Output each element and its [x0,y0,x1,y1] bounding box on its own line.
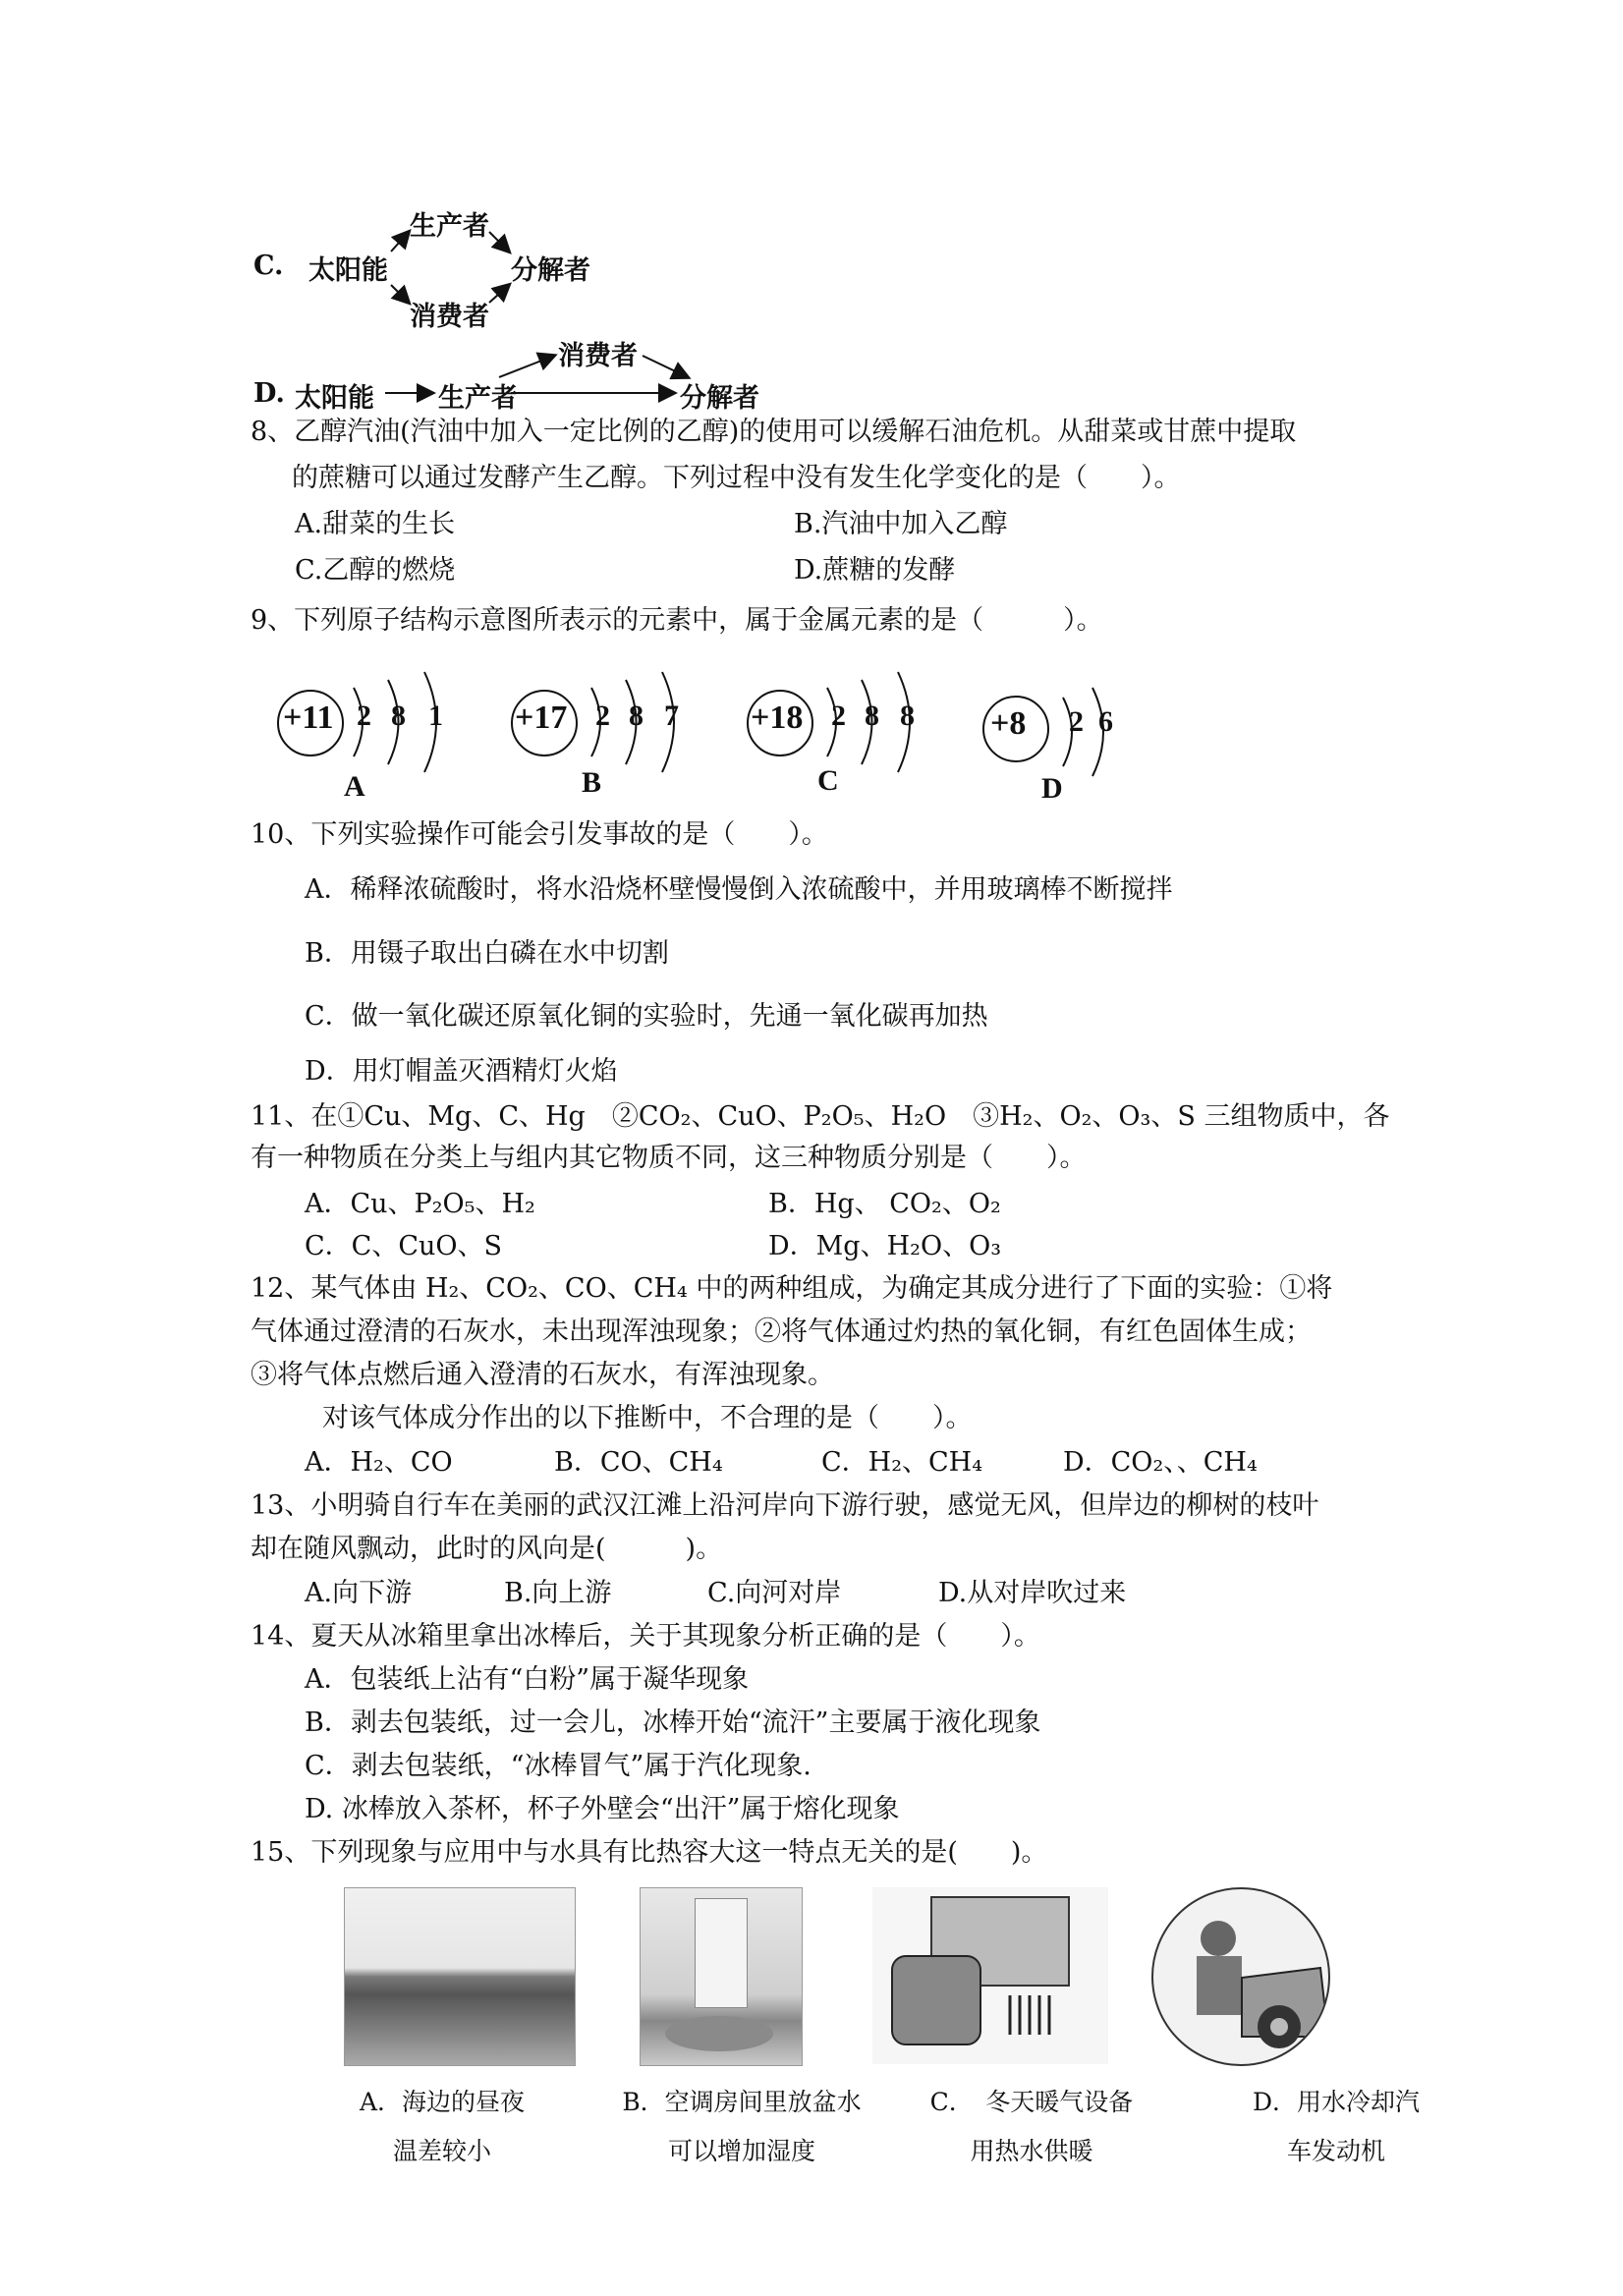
q10-option-c: C．做一氧化碳还原氧化铜的实验时，先通一氧化碳再加热 [305,1001,988,1032]
atom-c-shell-1: 2 [831,700,846,732]
q8-option-a: A.甜菜的生长 [295,509,456,539]
q11-line1: 11、在①Cu、Mg、C、Hg ②CO₂、CuO、P₂O₅、H₂O ③H₂、O₂、O₃、S 三组物质中，各 [251,1101,1390,1132]
q15-caption-c-line2: 用热水供暖 [970,2137,1093,2165]
diagram-d-label: D. [253,378,285,409]
q11-line2: 有一种物质在分类上与组内其它物质不同，这三种物质分别是（ ）。 [251,1143,1087,1173]
q12-option-b: B．CO、CH₄ [554,1447,723,1478]
q13-line1: 13、小明骑自行车在美丽的武汉江滩上沿河岸向下游行驶，感觉无风，但岸边的柳树的枝叶 [251,1490,1319,1521]
diagram-d-arrows [0,0,884,422]
atom-b-shells [582,668,700,776]
q13-line2: 却在随风飘动，此时的风向是( )。 [251,1534,723,1564]
atom-d-shell-1: 2 [1069,705,1084,738]
atom-a-shell-2: 8 [391,700,406,732]
atom-b-label: B [582,766,602,799]
diagram-c-top: 生产者 [410,211,489,242]
q15-caption-a-line2: 温差较小 [392,2137,491,2165]
atom-b-shell-3: 7 [664,700,679,732]
q10-option-d: D．用灯帽盖灭酒精灯火焰 [305,1056,618,1087]
q10-option-b: B．用镊子取出白磷在水中切割 [305,938,669,969]
q8-option-c: C.乙醇的燃烧 [295,555,456,586]
atom-d-shell-2: 6 [1098,705,1113,738]
atom-d-shells [1053,678,1132,786]
q13-option-c: C.向河对岸 [707,1578,842,1608]
q13-option-d: D.从对岸吹过来 [938,1578,1127,1608]
q10-option-a: A．稀释浓硫酸时，将水沿烧杯壁慢慢倒入浓硫酸中，并用玻璃棒不断搅拌 [305,874,1173,905]
diagram-d-top: 消费者 [558,341,638,371]
q15-caption-b-line1: B．空调房间里放盆水 [622,2088,862,2116]
q12-option-a: A．H₂、CO [305,1447,453,1478]
q13-option-b: B.向上游 [504,1578,612,1608]
radiator-illustration [872,1887,1108,2064]
atom-c-nucleus: +18 [751,700,804,736]
air-conditioner-unit [695,1898,748,2008]
q12-line1: 12、某气体由 H₂、CO₂、CO、CH₄ 中的两种组成，为确定其成分进行了下面的实验：①将 [251,1273,1333,1304]
diagram-c-label: C. [253,251,284,281]
atom-c-label: C [817,764,839,797]
atom-a-shell-1: 2 [357,700,371,732]
car-engine-illustration [1151,1887,1330,2066]
q14-option-c: C．剥去包装纸，“冰棒冒气”属于汽化现象. [305,1751,812,1781]
atom-c-shell-2: 8 [865,700,879,732]
q13-option-a: A.向下游 [305,1578,413,1608]
q15-caption-a-line1: A．海边的昼夜 [359,2088,526,2116]
q12-option-d: D．CO₂、、CH₄ [1063,1447,1258,1478]
q14-option-b: B．剥去包装纸，过一会儿，冰棒开始“流汗”主要属于液化现象 [305,1708,1041,1738]
atom-a-shell-3: 1 [428,700,443,732]
air-conditioner-photo [640,1887,803,2066]
diagram-c-source: 太阳能 [308,255,388,286]
q12-line3: ③将气体点燃后通入澄清的石灰水，有浑浊现象。 [251,1360,834,1390]
atom-a-label: A [344,770,365,803]
q11-option-d: D．Mg、H₂O、O₃ [768,1231,1002,1261]
atom-d-label: D [1041,772,1063,805]
q8-line2: 的蔗糖可以通过发酵产生乙醇。下列过程中没有发生化学变化的是（ ）。 [292,463,1181,493]
q8-option-b: B.汽油中加入乙醇 [794,509,1008,539]
atom-b-shell-1: 2 [595,700,610,732]
q15-caption-d-line2: 车发动机 [1286,2137,1385,2165]
diagram-c-bottom: 消费者 [410,302,489,332]
atom-c-shell-3: 8 [900,700,915,732]
diagram-d-right: 分解者 [680,383,759,414]
atom-c-shells [817,668,935,776]
diagram-d-mid: 生产者 [438,383,518,414]
seaside-photo [344,1887,576,2066]
atom-a-nucleus: +11 [283,700,334,736]
q14-option-d: D. 冰棒放入茶杯，杯子外壁会“出汗”属于熔化现象 [305,1794,900,1824]
car-engine-drawing [1153,1889,1328,2064]
atom-b-nucleus: +17 [515,700,568,736]
q14-option-a: A．包装纸上沾有“白粉”属于凝华现象 [305,1664,750,1695]
q12-option-c: C．H₂、CH₄ [821,1447,983,1478]
q15-caption-d [1218,2083,1454,2167]
q14-stem: 14、夏天从冰箱里拿出冰棒后，关于其现象分析正确的是（ ）。 [251,1621,1040,1652]
q8-option-d: D.蔗糖的发酵 [794,555,956,586]
atom-a-shells [344,668,462,776]
q12-line2: 气体通过澄清的石灰水，未出现浑浊现象；②将气体通过灼热的氧化铜，有红色固体生成； [251,1316,1312,1347]
q10-stem: 10、下列实验操作可能会引发事故的是（ ）。 [251,819,828,850]
q11-option-c: C．C、CuO、S [305,1231,502,1261]
diagram-d-source: 太阳能 [295,383,374,414]
q15-caption-b [594,2083,889,2167]
q15-stem: 15、下列现象与应用中与水具有比热容大这一特点无关的是( )。 [251,1837,1048,1868]
q11-option-b: B．Hg、 CO₂、O₂ [768,1189,1001,1219]
radiator-drawing [872,1887,1108,2064]
atom-d-nucleus: +8 [990,705,1027,742]
water-basin [665,2016,773,2051]
q12-line4: 对该气体成分作出的以下推断中，不合理的是（ ）。 [322,1403,973,1433]
q15-caption-c [904,2083,1159,2167]
q15-caption-d-line1: D．用水冷却汽 [1252,2088,1421,2116]
atom-b-shell-2: 8 [629,700,644,732]
q11-option-a: A．Cu、P₂O₅、H₂ [305,1189,535,1219]
diagram-c-right: 分解者 [511,255,590,286]
q15-caption-a [295,2083,589,2167]
q9-stem: 9、下列原子结构示意图所表示的元素中，属于金属元素的是（ ）。 [251,605,1103,636]
q15-caption-c-line1: C． 冬天暖气设备 [929,2088,1134,2116]
q15-caption-b-line2: 可以增加湿度 [667,2137,815,2165]
q8-line1: 8、乙醇汽油(汽油中加入一定比例的乙醇)的使用可以缓解石油危机。从甜菜或甘蔗中提取 [251,417,1297,447]
